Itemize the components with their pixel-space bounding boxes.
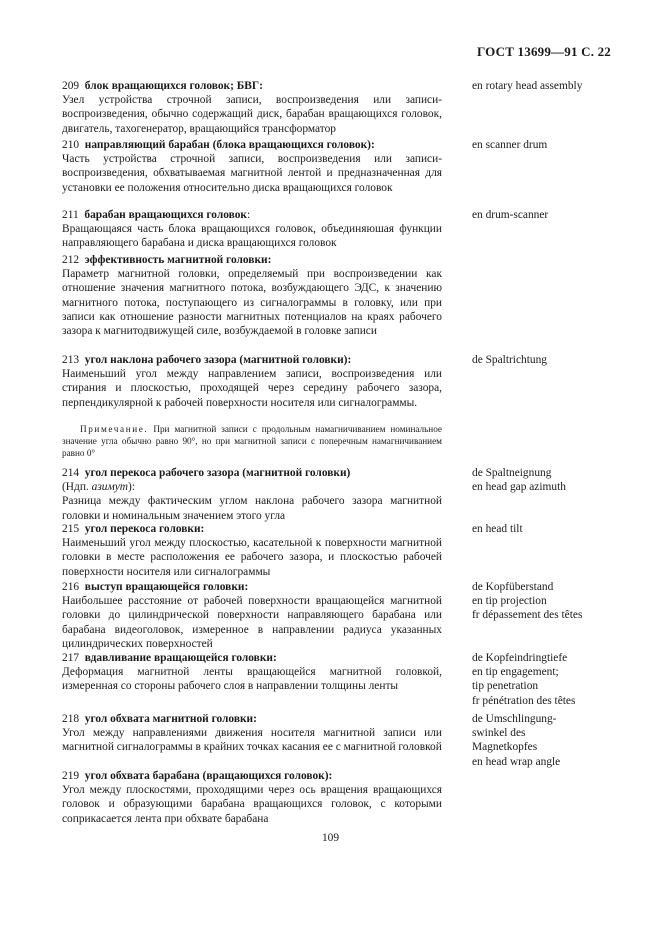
page-header: ГОСТ 13699—91 С. 22 (477, 44, 611, 59)
term-entry-212 (62, 253, 442, 338)
equivalent-term: en head wrap angle (472, 755, 561, 768)
term-number: 215 (62, 523, 80, 535)
term-number: 209 (62, 80, 80, 92)
equivalent-term: en scanner drum (472, 139, 548, 151)
equivalent-term: en tip engagement; (472, 666, 559, 679)
equivalent-term: en drum-scanner (472, 209, 549, 221)
equivalent-term: swinkel des (472, 727, 526, 740)
term-number: 212 (62, 254, 80, 266)
note-label: Примечание. (80, 424, 149, 434)
term-definition: Разница между фактическим углом наклона рабочего зазора магнитной головки и номинальным значением этого угла (62, 495, 442, 522)
term-name: угол перекоса рабочего зазора (магнитной головки) (84, 467, 351, 479)
term-definition: Параметр магнитной головки, определяемый при воспроизведении как отношение значения магнитного потока, возбуждающего ЭДС, к значению магнитного потока, поступающего из сигналограммы в головку, или при записи как отношение разности магнитных потенциалов на краях рабочего зазора к магнитодвижущей силе, возбуждаемой в головке записи (62, 268, 442, 338)
term-definition: Часть устройства строчной записи, воспроизведения или записи-воспроизведения, обхватываемая магнитной лентой и предназначенная для установки ее положения относительно диска вращающихся головок (62, 153, 442, 194)
deprecated-prefix: (Ндп. (62, 481, 89, 494)
term-number: 211 (62, 209, 79, 221)
term-definition: Наименьший угол между плоскостью, касательной к поверхности магнитной головки в месте расположения ее рабочего зазора, и плоскостью рабочей поверхности носителя или сигналограммы (62, 537, 442, 578)
term-heading (62, 522, 442, 536)
term-entry-217 (62, 651, 442, 694)
equivalent-term: de Umschlingung- (472, 713, 557, 725)
term-name: угол обхвата барабана (вращающихся головок): (84, 770, 333, 782)
term-name: барабан вращающихся головок (84, 209, 247, 221)
equivalent-term: en tip projection (472, 595, 547, 608)
equivalents-215 (472, 522, 642, 536)
term-heading (62, 79, 442, 93)
equivalents-210 (472, 138, 642, 152)
term-entry-213 (62, 353, 442, 410)
equivalent-term: de Kopfüberstand (472, 581, 554, 593)
term-definition: Угол между направлениями движения носителя магнитной записи или магнитной сигналограммы в крайних точках касания ее с магнитной головкой (62, 727, 442, 754)
term-name: угол наклона рабочего зазора (магнитной головки): (84, 354, 352, 366)
equivalent-term: tip penetration (472, 680, 539, 693)
equivalent-term: de Spaltrichtung (472, 354, 547, 366)
term-entry-215 (62, 522, 442, 579)
note-text: При магнитной записи с продольным намагничиванием номинальное значение угла обычно равно 90°, но при магнитной записи с поперечным намагничиванием равно 0° (62, 424, 442, 459)
term-heading (62, 138, 442, 152)
term-name: угол обхвата магнитной головки: (84, 713, 257, 725)
equivalent-term: Magnetkopfes (472, 741, 538, 754)
term-entry-211 (62, 208, 442, 251)
equivalent-term: fr pénétration des têtes (472, 694, 576, 707)
term-number: 214 (62, 467, 80, 479)
term-heading (62, 466, 442, 480)
term-name: угол перекоса головки: (84, 523, 205, 535)
term-entry-214 (62, 466, 442, 523)
term-definition: Узел устройства строчной записи, воспроизведения или записи-воспроизведения, обычно содержащий диск, барабан вращающихся головок, двигатель, тахогенератор, вращающийся трансформатор (62, 94, 442, 135)
term-name: направляющий барабан (блока вращающихся головок): (84, 139, 375, 151)
deprecated-term-name: азимут (91, 481, 129, 494)
equivalent-term: fr dépassement des têtes (472, 609, 583, 622)
deprecated-term: (Ндп. азимут): (62, 481, 135, 494)
term-definition: Деформация магнитной ленты вращающейся магнитной головкой, измеренная со стороны рабочего слоя в направлении толщины ленты (62, 666, 442, 693)
equivalents-211 (472, 208, 642, 222)
page-number: 109 (321, 832, 340, 844)
deprecated-suffix: ) (128, 481, 132, 494)
term-heading (62, 253, 442, 267)
term-heading (62, 712, 442, 726)
term-entry-216 (62, 580, 442, 651)
term-entry-218 (62, 712, 442, 755)
term-heading (62, 651, 442, 665)
equivalents-213 (472, 353, 642, 367)
equivalent-term: en head gap azimuth (472, 481, 566, 494)
equivalents-209 (472, 79, 642, 93)
term-definition: Угол между плоскостями, проходящими через ось вращения вращающихся головок и образующими барабана вращающихся головок, с которыми соприкасается лента при обхвате барабана (62, 784, 442, 825)
equivalents-214 (472, 466, 642, 494)
equivalents-218 (472, 712, 642, 769)
term-name: вдавливание вращающейся головки: (84, 652, 277, 664)
term-definition: Вращающаяся часть блока вращающихся головок, объединяюшая функции направляющего барабана и диска вращающихся головок (62, 223, 442, 250)
term-heading (62, 353, 442, 367)
term-heading (62, 769, 442, 783)
term-heading (62, 208, 442, 222)
equivalents-216 (472, 580, 642, 623)
note (62, 423, 442, 460)
term-entry-210 (62, 138, 442, 195)
term-number: 217 (62, 652, 80, 664)
term-number: 213 (62, 354, 80, 366)
term-number: 216 (62, 581, 80, 593)
equivalent-term: en head tilt (472, 523, 523, 535)
term-name: выступ вращающейся головки: (84, 581, 249, 593)
equivalent-term: de Kopfeindringtiefe (472, 652, 568, 664)
term-entry-219 (62, 769, 442, 826)
term-number: 219 (62, 770, 80, 782)
term-definition: Наименьший угол между направлением записи, воспроизведения или стирания и плоскостью, проходящей через середину рабочего зазора, перпендикулярной к рабочей поверхности носителя или сигналограммы. (62, 368, 442, 409)
term-name: блок вращающихся головок; БВГ: (84, 80, 263, 92)
term-number: 210 (62, 139, 80, 151)
term-definition: Наибольшее расстояние от рабочей поверхности вращающейся магнитной головки до цилиндрической поверхности направляющего барабана или барабана видеоголовок, измеренное в направлении радиуса указанных цилиндрических поверхностей (62, 595, 442, 650)
equivalent-term: de Spaltneignung (472, 467, 552, 479)
term-name: эффективность магнитной головки: (84, 254, 272, 266)
term-colon: : (246, 209, 251, 221)
term-number: 218 (62, 713, 80, 725)
term-entry-209 (62, 79, 442, 136)
equivalent-term: en rotary head assembly (472, 80, 583, 92)
term-heading (62, 580, 442, 594)
equivalents-217 (472, 651, 642, 708)
